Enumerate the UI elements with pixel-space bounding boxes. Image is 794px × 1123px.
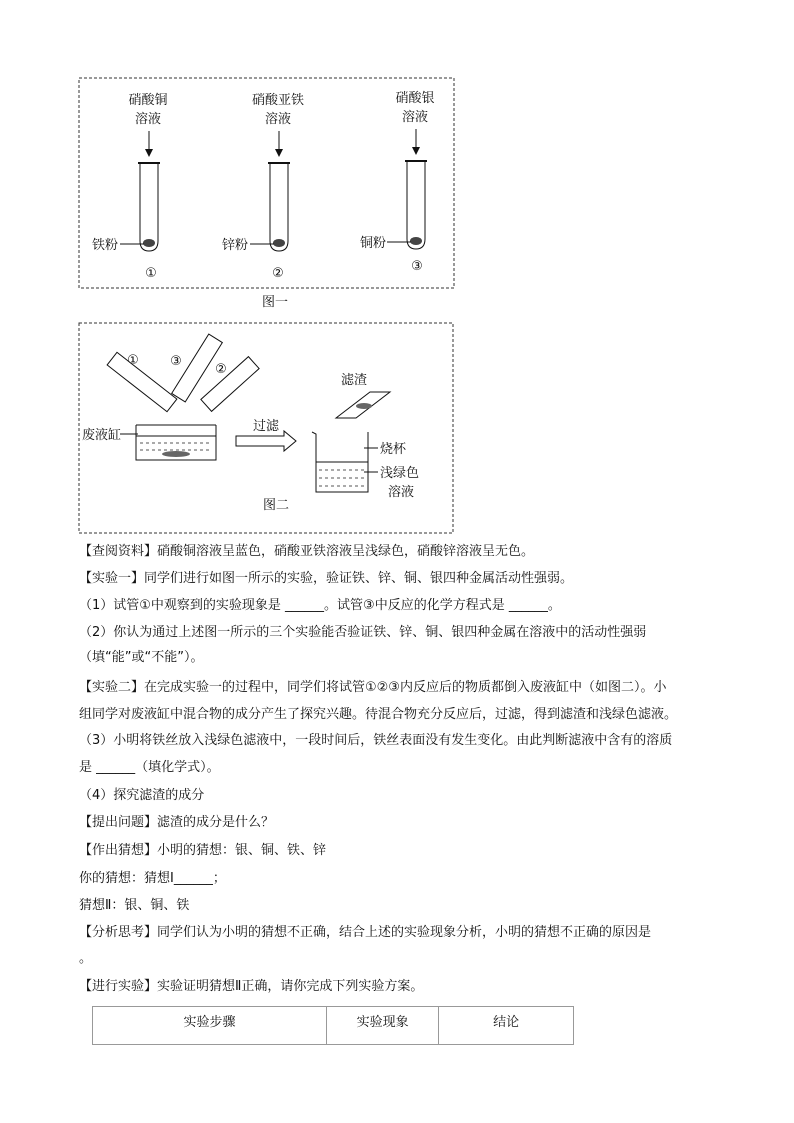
header-phenomena: 实验现象 (326, 1007, 438, 1045)
tube2-reagent-line2: 溶液 (264, 112, 292, 127)
beaker-label: 烧杯 (380, 442, 407, 457)
filter-label: 过滤 (252, 419, 280, 434)
raise-question: 【提出问题】滤渣的成分是什么？ (79, 815, 275, 830)
reference-info: 【查阅资料】硝酸铜溶液呈蓝色，硝酸亚铁溶液呈浅绿色，硝酸锌溶液呈无色。 (79, 544, 535, 559)
hypothesis-yours: 你的猜想：猜想Ⅰ______； (79, 871, 226, 886)
figure-2-caption: 图二 (262, 498, 290, 513)
tube1-reagent-line1: 硝酸铜 (128, 93, 168, 108)
experiment-plan-table (92, 1006, 574, 1045)
pouring-tube-2 (201, 357, 259, 412)
question-3-line2: 是 ______（填化学式）。 (79, 760, 220, 775)
question-4: （4）探究滤渣的成分 (79, 788, 205, 803)
tube1-metal-label: 铁粉 (92, 238, 119, 253)
tube3-reagent-line2: 溶液 (401, 110, 429, 125)
figure-1-caption: 图一 (261, 295, 288, 310)
waste-tank-label: 废液缸 (82, 428, 122, 443)
pouring-tube-1-number: ① (127, 353, 139, 368)
pouring-tube-2-number: ② (215, 362, 227, 377)
waste-tank (136, 425, 216, 460)
tube3-reagent-line1: 硝酸银 (395, 91, 435, 106)
header-steps: 实验步骤 (93, 1007, 327, 1045)
header-conclusion: 结论 (439, 1007, 574, 1045)
experiment-1-intro: 【实验一】同学们进行如图一所示的实验，验证铁、锌、铜、银四种金属活动性强弱。 (79, 571, 574, 586)
analysis-line1: 【分析思考】同学们认为小明的猜想不正确，结合上述的实验现象分析，小明的猜想不正确的原因是 (79, 925, 652, 940)
question-1: （1）试管①中观察到的实验现象是 ______。试管③中反应的化学方程式是 ______。 (79, 598, 561, 613)
analysis-line2: 。 (79, 951, 93, 966)
figure-2 (78, 322, 456, 536)
tube2-reagent-line1: 硝酸亚铁 (251, 93, 305, 108)
table-header-row (93, 1007, 574, 1045)
experiment-2-line2: 组同学对废液缸中混合物的成分产生了探究兴趣。待混合物充分反应后，过滤，得到滤渣和浅绿色滤液。 (79, 707, 678, 722)
tube2-number: ② (272, 266, 284, 281)
pouring-tube-3-number: ③ (170, 354, 182, 369)
test-tube-2 (222, 92, 304, 281)
beaker (312, 432, 368, 492)
hypothesis-2: 猜想Ⅱ：银、铜、铁 (79, 898, 190, 913)
solution-label-line2: 溶液 (388, 485, 415, 500)
question-2-line1: （2）你认为通过上述图一所示的三个实验能否验证铁、锌、铜、银四种金属在溶液中的活动性强弱 (79, 625, 647, 640)
hypothesis-xiaoming: 【作出猜想】小明的猜想：银、铜、铁、锌 (79, 843, 327, 858)
experiment-2-line1: 【实验二】在完成实验一的过程中，同学们将试管①②③内反应后的物质都倒入废液缸中（如图二）。小 (79, 680, 667, 695)
residue-label: 滤渣 (340, 373, 368, 388)
question-2-line2: （填“能”或“不能”）。 (79, 650, 204, 665)
solution-label-line1: 浅绿色 (380, 466, 420, 481)
pouring-tube-1 (107, 352, 177, 411)
figure-1 (78, 77, 456, 291)
tube3-metal-label: 铜粉 (360, 236, 387, 251)
tube1-reagent-line2: 溶液 (134, 112, 162, 127)
test-tube-3 (360, 90, 435, 274)
tube3-number: ③ (411, 259, 423, 274)
filter-paper (336, 392, 390, 418)
experiment-plan-intro: 【进行实验】实验证明猜想Ⅱ正确，请你完成下列实验方案。 (79, 979, 424, 994)
question-3-line1: （3）小明将铁丝放入浅绿色滤液中，一段时间后，铁丝表面没有发生变化。由此判断滤液中含有的溶质 (79, 733, 673, 748)
test-tube-1 (92, 92, 168, 281)
filter-arrow (236, 431, 296, 451)
tube1-number: ① (145, 266, 157, 281)
tube2-metal-label: 锌粉 (222, 238, 249, 253)
